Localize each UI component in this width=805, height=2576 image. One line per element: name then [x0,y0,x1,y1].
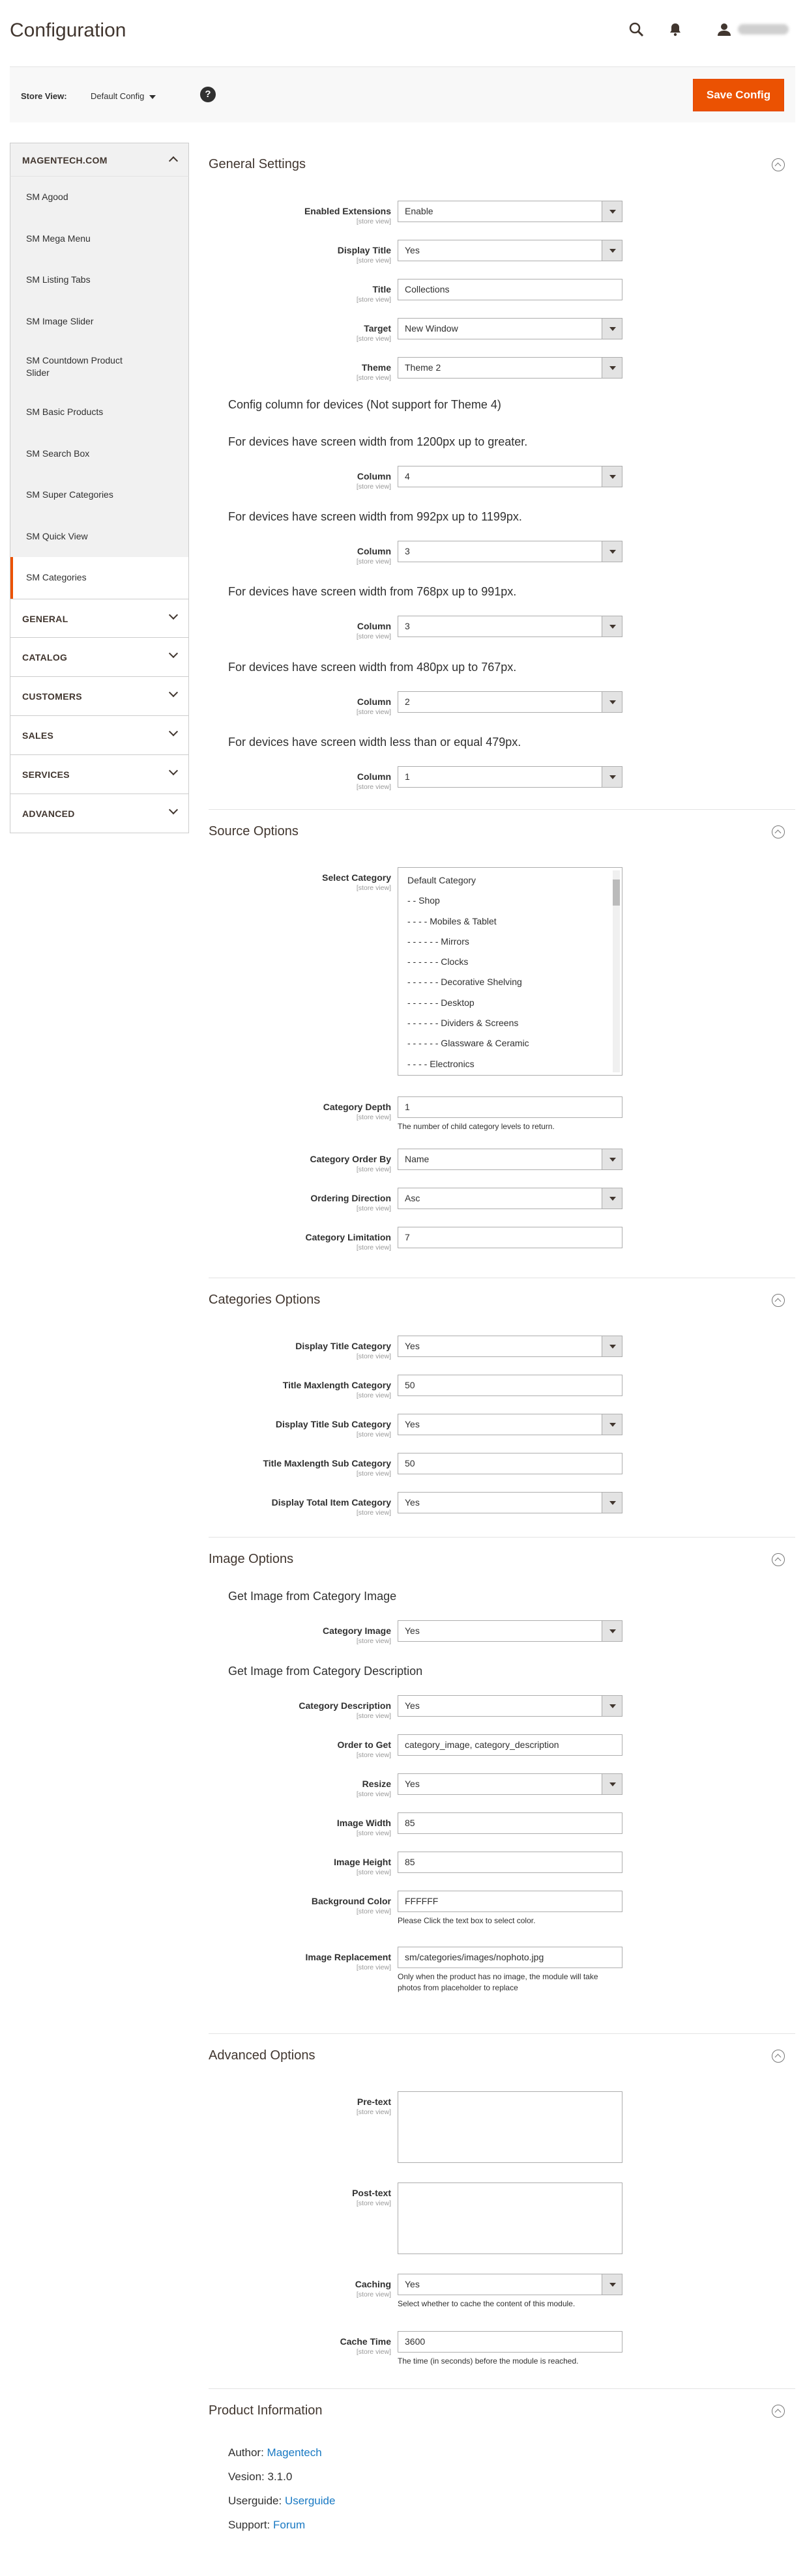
dropdown-arrow-icon [602,240,622,261]
field-label: Column [357,771,391,782]
userguide-line [228,2495,335,2508]
scope-label: [store view] [356,2108,391,2116]
user-icon[interactable] [716,21,733,38]
section-title: Image Options [209,1552,294,1566]
scope-label: [store view] [356,1712,391,1720]
field-label: Title [372,284,391,294]
title-input[interactable]: Collections [398,279,622,300]
scope-label: [store view] [356,1166,391,1173]
sidebar-section-catalog[interactable] [10,638,189,677]
support-label: Support: [228,2519,273,2531]
sidebar-section-sales[interactable] [10,716,189,755]
display-title-select[interactable] [398,240,622,261]
select-value: 2 [405,696,410,707]
cache-time-input[interactable]: 3600 [398,2331,622,2353]
field-label: Caching [355,2279,391,2289]
field-label: Column [357,546,391,556]
category-option[interactable]: - - - - Electronics [407,1058,475,1069]
field-label: Ordering Direction [310,1193,391,1203]
sidebar-items [10,177,189,599]
scope-label: [store view] [356,1244,391,1252]
version-line: Vesion: 3.1.0 [228,2470,293,2483]
scope-label: [store view] [356,335,391,343]
select-value: Yes [405,1779,420,1789]
field-label: Display Total Item Category [271,1497,391,1508]
sidebar-item-sm-basic-products[interactable]: SM Basic Products [26,407,104,418]
select-value: Yes [405,2279,420,2289]
sidebar-section-label: CUSTOMERS [22,691,82,702]
scope-label: [store view] [356,1964,391,1971]
sidebar-section-label: CATALOG [22,651,68,663]
dropdown-arrow-icon [602,201,622,222]
section-header[interactable] [209,2034,795,2076]
resize-select[interactable] [398,1773,622,1795]
sidebar-section-advanced[interactable] [10,794,189,833]
sidebar-section-label: GENERAL [22,613,68,624]
category-options [398,868,622,1074]
select-value: Theme 2 [405,362,441,373]
category-option[interactable]: - - - - - - Desktop [407,997,475,1008]
section-advanced-options [209,2034,795,2388]
dropdown-arrow-icon [602,1621,622,1641]
field-label: Category Description [299,1700,391,1711]
collapse-toggle-icon[interactable] [772,2405,785,2418]
chevron-up-icon [169,156,178,165]
dropdown-arrow-icon [602,1149,622,1169]
column-992-select[interactable] [398,541,622,562]
sidebar-group-magentech[interactable] [10,143,189,177]
from-description-heading: Get Image from Category Description [228,1665,423,1678]
from-image-heading: Get Image from Category Image [228,1590,397,1603]
field-label: Image Replacement [305,1952,391,1962]
config-main [209,143,795,2552]
section-header[interactable] [209,810,795,852]
sidebar-section-label: ADVANCED [22,808,75,819]
dropdown-arrow-icon [602,1493,622,1513]
section-general-settings [209,143,795,809]
chevron-down-icon [169,805,178,814]
image-replacement-input[interactable]: sm/categories/images/nophoto.jpg [398,1947,622,1968]
scope-label: [store view] [356,1470,391,1478]
caret-down-icon [149,95,156,99]
section-header[interactable] [209,143,795,184]
category-option[interactable]: - - - - - - Dividers & Screens [407,1018,519,1029]
background-color-input[interactable]: FFFFFF [398,1891,622,1912]
select-value: Enable [405,206,433,216]
category-option[interactable]: - - Shop [407,895,440,906]
category-option[interactable]: - - - - - - Decorative Shelving [407,977,522,988]
device-heading-992: For devices have screen width from 992px up to 1199px. [228,510,522,523]
section-header[interactable] [209,1278,795,1320]
field-label: Target [364,323,391,334]
select-value: 4 [405,471,410,481]
column-480-select[interactable] [398,691,622,713]
dropdown-arrow-icon [602,541,622,562]
category-option[interactable]: - - - - - - Mirrors [407,936,469,947]
device-heading-480: For devices have screen width from 480px up to 767px. [228,661,517,674]
section-title: Source Options [209,824,299,838]
scope-label: [store view] [356,1392,391,1399]
scope-label: [store view] [356,1829,391,1837]
section-title: Product Information [209,2403,323,2418]
scope-label: [store view] [356,1352,391,1360]
author-label: Author: [228,2446,267,2459]
collapse-toggle-icon[interactable] [772,158,785,171]
userguide-label: Userguide: [228,2495,285,2507]
sidebar-item-sm-listing-tabs[interactable]: SM Listing Tabs [26,274,91,285]
field-label: Title Maxlength Category [282,1380,391,1390]
image-width-input[interactable]: 85 [398,1812,622,1834]
column-479-select[interactable] [398,766,622,788]
target-select[interactable] [398,318,622,339]
bell-icon[interactable] [667,21,684,38]
field-label: Category Depth [323,1102,391,1112]
dropdown-arrow-icon [602,319,622,339]
select-value: Yes [405,1625,420,1636]
field-label: Column [357,471,391,481]
category-multiselect[interactable] [398,867,622,1076]
field-label: Column [357,621,391,631]
display-total-item-category-select[interactable] [398,1492,622,1513]
device-heading-1200: For devices have screen width from 1200px up to greater. [228,435,528,448]
select-value: 3 [405,546,410,556]
field-label: Post-text [352,2188,391,2198]
category-description-select[interactable] [398,1695,622,1717]
category-limitation-input[interactable]: 7 [398,1227,622,1248]
scope-label: [store view] [356,2199,391,2207]
chevron-down-icon [169,648,178,657]
field-label: Category Order By [310,1154,391,1164]
column-768-select[interactable] [398,616,622,637]
field-label: Pre-text [357,2097,391,2107]
dropdown-arrow-icon [602,692,622,712]
scope-label: [store view] [356,783,391,791]
select-value: New Window [405,323,458,334]
title-maxlength-category-input[interactable]: 50 [398,1375,622,1396]
help-icon[interactable]: ? [200,87,216,102]
scope-label: [store view] [356,1637,391,1645]
scope-label: [store view] [356,1751,391,1759]
userguide-link[interactable]: Userguide [284,2495,336,2507]
field-label: Display Title Sub Category [275,1419,391,1429]
category-option[interactable]: - - - - - - Clocks [407,956,469,967]
sidebar-section-label: SALES [22,730,54,741]
save-config-button[interactable]: Save Config [693,79,784,111]
field-label: Enabled Extensions [304,206,391,216]
scope-label: [store view] [356,296,391,304]
scope-label: [store view] [356,1113,391,1121]
select-value: Yes [405,245,420,255]
column-1200-select[interactable] [398,466,622,487]
store-view-value: Default Config [91,91,145,101]
field-note: Select whether to cache the content of this module. [398,2299,576,2308]
select-value: 1 [405,771,410,782]
author-line [228,2446,322,2459]
theme-select[interactable] [398,357,622,379]
dropdown-arrow-icon [602,1336,622,1356]
field-label: Resize [362,1779,391,1789]
collapse-toggle-icon[interactable] [772,1294,785,1307]
sidebar-item-sm-image-slider[interactable]: SM Image Slider [26,315,94,326]
select-value: Yes [405,1341,420,1351]
section-product-information [209,2389,795,2552]
select-value: Yes [405,1497,420,1508]
order-to-get-input[interactable]: category_image, category_description [398,1734,622,1756]
sidebar-group-title: MAGENTECH.COM [22,155,108,165]
caching-select[interactable] [398,2274,622,2295]
search-icon[interactable] [628,21,645,38]
sidebar-item-sm-countdown[interactable] [10,342,188,392]
title-maxlength-sub-category-input[interactable]: 50 [398,1453,622,1474]
select-value: Name [405,1154,430,1164]
collapse-toggle-icon[interactable] [772,1553,785,1566]
config-sidebar [10,143,189,833]
chevron-down-icon [169,610,178,619]
dropdown-arrow-icon [602,1414,622,1435]
field-label: Display Title Category [295,1341,391,1351]
category-option[interactable]: - - - - - - Glassware & Ceramic [407,1038,529,1049]
select-value: 3 [405,621,410,631]
chevron-down-icon [169,766,178,775]
sidebar-item-sm-search-box[interactable]: SM Search Box [26,448,90,459]
pre-text-textarea[interactable] [398,2091,622,2163]
field-label: Title Maxlength Sub Category [263,1458,391,1468]
section-image-options [209,1538,795,2033]
section-title: Categories Options [209,1293,321,1307]
field-label: Select Category [322,872,391,883]
field-label: Background Color [311,1896,391,1906]
section-header[interactable] [209,2389,795,2431]
field-label: Category Limitation [305,1232,391,1242]
dropdown-arrow-icon [602,1696,622,1716]
scope-label: [store view] [356,1431,391,1438]
collapse-toggle-icon[interactable] [772,825,785,838]
field-label: Order to Get [337,1739,391,1750]
select-value: Yes [405,1700,420,1711]
scope-label: [store view] [356,218,391,225]
sidebar-item-label: SM Countdown Product Slider [26,355,123,378]
section-source-options [209,810,795,1278]
category-image-select[interactable] [398,1620,622,1642]
category-option[interactable]: - - - - Mobiles & Tablet [407,915,497,926]
category-order-by-select[interactable] [398,1149,622,1170]
select-value: Asc [405,1193,420,1203]
device-heading-479: For devices have screen width less than or equal 479px. [228,736,521,749]
display-title-sub-category-select[interactable] [398,1414,622,1435]
devices-heading: Config column for devices (Not support for Theme 4) [228,398,501,411]
dropdown-arrow-icon [602,2274,622,2295]
ordering-direction-select[interactable] [398,1188,622,1209]
dropdown-arrow-icon [602,616,622,637]
dropdown-arrow-icon [602,1774,622,1794]
store-view-bar [10,66,795,122]
sidebar-item-sm-super-categories[interactable]: SM Super Categories [26,489,113,500]
section-header[interactable] [209,1538,795,1579]
section-title: General Settings [209,157,306,171]
collapse-toggle-icon[interactable] [772,2050,785,2063]
dropdown-arrow-icon [602,1188,622,1209]
dropdown-arrow-icon [602,466,622,487]
scope-label: [store view] [356,1908,391,1915]
page-header [0,0,805,64]
sidebar-item-sm-mega-menu[interactable]: SM Mega Menu [26,233,91,244]
scope-label: [store view] [356,374,391,382]
display-title-category-select[interactable] [398,1336,622,1357]
scope-label: [store view] [356,2348,391,2356]
category-option[interactable]: Default Category [407,875,476,885]
scope-label: [store view] [356,483,391,491]
sidebar-item-sm-quick-view[interactable]: SM Quick View [26,530,88,541]
device-heading-768: For devices have screen width from 768px up to 991px. [228,585,517,598]
sidebar-section-services[interactable] [10,755,189,794]
scope-label: [store view] [356,1868,391,1876]
scope-label: [store view] [356,257,391,265]
sidebar-section-label: SERVICES [22,769,70,780]
scope-label: [store view] [356,708,391,716]
field-label: Image Width [336,1818,391,1828]
field-note: The time (in seconds) before the module is reached. [398,2356,579,2366]
scrollbar-thumb[interactable] [613,880,620,906]
field-label: Category Image [322,1625,391,1636]
store-view-switcher[interactable] [91,91,156,101]
dropdown-arrow-icon [602,358,622,378]
author-link[interactable]: Magentech [267,2446,322,2459]
scope-label: [store view] [356,1509,391,1517]
chevron-down-icon [169,726,178,736]
page-title: Configuration [10,20,126,41]
field-label: Column [357,696,391,707]
field-note: Please Click the text box to select color. [398,1916,536,1925]
post-text-textarea[interactable] [398,2182,622,2254]
field-label: Cache Time [340,2336,391,2347]
store-view-label: Store View: [21,91,67,101]
field-label: Display Title [337,245,391,255]
sidebar-item-sm-categories[interactable]: SM Categories [10,557,188,599]
category-depth-input[interactable]: 1 [398,1096,622,1118]
enabled-extensions-select[interactable] [398,201,622,222]
section-categories-options [209,1278,795,1537]
chevron-down-icon [169,687,178,696]
field-label: Theme [361,362,391,373]
dropdown-arrow-icon [602,767,622,787]
scope-label: [store view] [356,633,391,640]
user-name-blurred[interactable] [738,24,789,35]
scope-label: [store view] [356,558,391,565]
scope-label: [store view] [356,884,391,892]
section-title: Advanced Options [209,2048,315,2063]
image-height-input[interactable]: 85 [398,1852,622,1873]
scope-label: [store view] [356,1790,391,1798]
field-note: Only when the product has no image, the module will take photos from placeholder to replace [398,1972,598,1992]
support-link[interactable]: Forum [273,2519,306,2531]
select-value: Yes [405,1419,420,1429]
sidebar-section-customers[interactable] [10,677,189,716]
scope-label: [store view] [356,2291,391,2298]
scope-label: [store view] [356,1205,391,1212]
field-note: The number of child category levels to return. [398,1122,555,1131]
sidebar-section-general[interactable] [10,599,189,638]
support-line [228,2519,305,2532]
sidebar-item-sm-agood[interactable]: SM Agood [26,192,68,203]
field-label: Image Height [334,1857,391,1867]
